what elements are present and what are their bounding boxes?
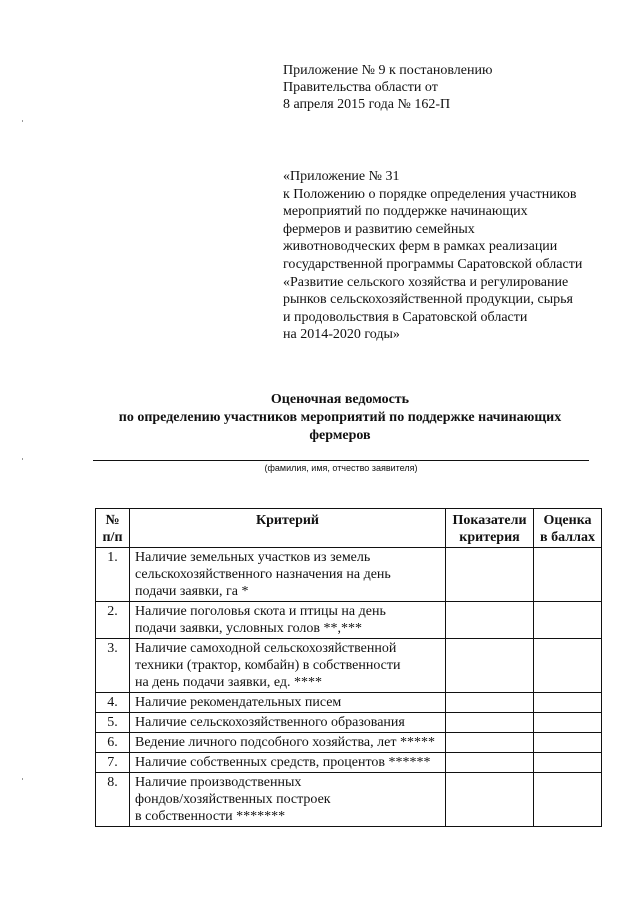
criterion-text: Ведение личного подсобного хозяйства, лет ***** xyxy=(130,733,446,753)
appendix-line: «Развитие сельского хозяйства и регулирование xyxy=(283,274,569,290)
title-line: фермеров xyxy=(309,428,371,443)
indicator-cell[interactable] xyxy=(446,602,534,639)
row-number: 8. xyxy=(96,773,130,827)
scan-mark xyxy=(22,778,23,780)
criterion-text: Наличие рекомендательных писем xyxy=(130,693,446,713)
appendix-line: и продовольствия в Саратовской области xyxy=(283,309,528,325)
table-row xyxy=(96,602,602,639)
resolution-reference xyxy=(283,62,613,113)
criterion-text: Наличие поголовья скота и птицы на день подачи заявки, условных голов **,*** xyxy=(130,602,446,639)
scan-mark xyxy=(22,120,23,122)
criterion-text: Наличие производственных фондов/хозяйственных построек в собственности ******* xyxy=(130,773,446,827)
table-row xyxy=(96,639,602,693)
score-cell[interactable] xyxy=(534,713,602,733)
criteria-table xyxy=(95,508,602,827)
score-cell[interactable] xyxy=(534,733,602,753)
table-row xyxy=(96,548,602,602)
header-score: Оценка в баллах xyxy=(534,509,602,548)
criterion-text: Наличие земельных участков из земель сельскохозяйственного назначения на день подачи заявки, га * xyxy=(130,548,446,602)
score-cell[interactable] xyxy=(534,639,602,693)
table-row xyxy=(96,713,602,733)
score-cell[interactable] xyxy=(534,773,602,827)
header-indicators: Показатели критерия xyxy=(446,509,534,548)
score-cell[interactable] xyxy=(534,548,602,602)
row-number: 3. xyxy=(96,639,130,693)
appendix-line: животноводческих ферм в рамках реализации xyxy=(283,239,558,255)
appendix-line: к Положению о порядке определения участников xyxy=(283,186,577,202)
table-row xyxy=(96,773,602,827)
appendix-reference xyxy=(283,168,628,344)
indicator-cell[interactable] xyxy=(446,639,534,693)
indicator-cell[interactable] xyxy=(446,733,534,753)
table-header-row xyxy=(96,509,602,548)
row-number: 1. xyxy=(96,548,130,602)
criterion-text: Наличие собственных средств, процентов ****** xyxy=(130,753,446,773)
score-cell[interactable] xyxy=(534,693,602,713)
header-num: № п/п xyxy=(96,509,130,548)
header-line: Приложение № 9 к постановлению xyxy=(283,63,493,78)
criterion-text: Наличие сельскохозяйственного образования xyxy=(130,713,446,733)
criterion-text: Наличие самоходной сельскохозяйственной техники (трактор, комбайн) в собственности на день подачи заявки, ед. **** xyxy=(130,639,446,693)
table-row xyxy=(96,693,602,713)
row-number: 2. xyxy=(96,602,130,639)
appendix-line: «Приложение № 31 xyxy=(283,169,400,184)
score-cell[interactable] xyxy=(534,753,602,773)
row-number: 5. xyxy=(96,713,130,733)
applicant-name-line xyxy=(93,460,589,461)
title-line: по определению участников мероприятий по поддержке начинающих xyxy=(118,410,562,425)
title-line: Оценочная ведомость xyxy=(270,392,410,407)
appendix-line: рынков сельскохозяйственной продукции, сырья xyxy=(283,292,573,308)
appendix-line: фермеров и развитию семейных xyxy=(283,221,475,237)
indicator-cell[interactable] xyxy=(446,713,534,733)
header-line: Правительства области от xyxy=(283,80,438,95)
indicator-cell[interactable] xyxy=(446,753,534,773)
indicator-cell[interactable] xyxy=(446,548,534,602)
row-number: 6. xyxy=(96,733,130,753)
indicator-cell[interactable] xyxy=(446,773,534,827)
header-line: 8 апреля 2015 года № 162-П xyxy=(283,97,451,112)
scan-mark xyxy=(22,458,23,460)
appendix-line: государственной программы Саратовской области xyxy=(283,256,583,272)
row-number: 7. xyxy=(96,753,130,773)
document-title xyxy=(60,391,620,445)
table-row xyxy=(96,753,602,773)
appendix-line: на 2014-2020 годы» xyxy=(283,327,400,343)
appendix-line: мероприятий по поддержке начинающих xyxy=(283,204,528,220)
table-row xyxy=(96,733,602,753)
indicator-cell[interactable] xyxy=(446,693,534,713)
header-criterion: Критерий xyxy=(130,509,446,548)
row-number: 4. xyxy=(96,693,130,713)
score-cell[interactable] xyxy=(534,602,602,639)
applicant-name-caption: (фамилия, имя, отчество заявителя) xyxy=(264,463,418,473)
